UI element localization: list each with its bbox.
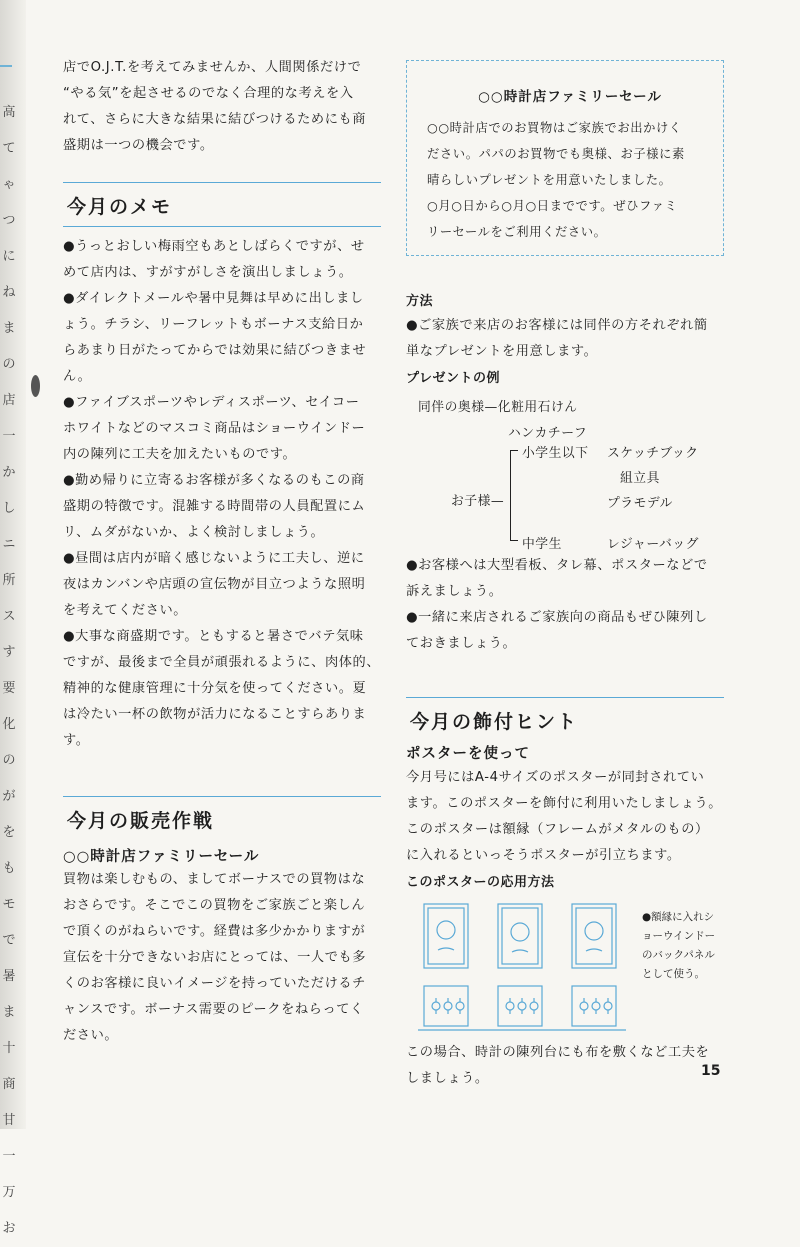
memo-section-header (63, 182, 381, 227)
usage-label: このポスターの応用方法 (406, 875, 555, 890)
text-line: を考えてください。 (63, 603, 188, 618)
text-line: ホワイトなどのマスコミ商品はショーウインドー (63, 421, 366, 436)
promo-box (406, 60, 724, 256)
text-line: ●大事な商盛期です。ともすると暑さでバテ気味 (63, 629, 364, 644)
gutter-char: を (2, 825, 16, 840)
gutter-char: ま (2, 1005, 16, 1020)
gift-tree (406, 392, 724, 552)
text-line: ●うっとおしい梅雨空もあとしばらくですが、せ (63, 239, 365, 254)
decor-paragraph (406, 765, 724, 869)
decor-section-header (406, 697, 724, 742)
poster-note-line: として使う。 (642, 968, 705, 980)
poster-illustration-row (406, 898, 724, 1036)
gift-elem-item: プラモデル (607, 496, 673, 511)
gift-middle-item: レジャーバッグ (607, 537, 699, 552)
intro-paragraph (63, 55, 381, 159)
text-line: リ、ムダがないか、よく検討しましょう。 (63, 525, 325, 540)
gutter-char: 所 (2, 573, 16, 588)
method-line: ●ご家族で来店のお客様には同伴の方それぞれ簡 (406, 318, 708, 333)
gutter-char: 店 (2, 393, 16, 408)
gutter-char: 暑 (2, 969, 16, 984)
gift-wife: 同伴の奥様—化粧用石けん (418, 400, 578, 415)
promo-text (427, 115, 713, 245)
gutter-char: も (2, 861, 16, 876)
text-line: ょう。チラシ、リーフレットもボーナス支給日か (63, 317, 364, 332)
text-line: ださい。パパのお買物でも奥様、お子様に素 (427, 147, 685, 161)
method-line: 単なプレゼントを用意します。 (406, 344, 598, 359)
gift-wife-2: ハンカチーフ (508, 426, 588, 441)
text-line: 内の陳列に工夫を加えたいものです。 (63, 447, 297, 462)
gift-middle: 中学生 (522, 537, 562, 552)
text-line: 今月号にはA-4サイズのポスターが同封されてい (406, 770, 705, 785)
text-line: めて店内は、すがすがしさを演出しましょう。 (63, 265, 353, 280)
poster-note-line: ョーウインドー (642, 930, 716, 942)
intro-line: 店でO.J.T.を考えてみませんか、人間関係だけで (63, 60, 362, 75)
tree-bracket-bottom (510, 540, 518, 541)
gutter-char: ス (2, 609, 16, 624)
gutter-char: 十 (2, 1041, 16, 1056)
after-gifts-bullet (406, 553, 724, 605)
text-line: ます。このポスターを飾付に利用いたしましょう。 (406, 796, 723, 811)
tree-bracket (510, 450, 511, 540)
text-line: このポスターは額縁（フレームがメタルのもの） (406, 822, 709, 837)
text-line: ●ダイレクトメールや暑中見舞は早めに出しまし (63, 291, 364, 306)
gutter-char: の (2, 357, 16, 372)
gutter-char: 甘 (2, 1113, 16, 1128)
text-line: ●お客様へは大型看板、タレ幕、ポスターなどで (406, 558, 708, 573)
text-line: は冷たい一杯の飲物が活力になることすらありま (63, 707, 367, 722)
poster-note-line: ●額縁に入れシ (642, 911, 715, 923)
text-line: ●昼間は店内が暗く感じないように工夫し、逆に (63, 551, 365, 566)
gutter-char: 万 (2, 1185, 16, 1200)
gutter-char: か (2, 465, 16, 480)
text-line: この場合、時計の陳列台にも布を敷くなど工夫を (406, 1045, 710, 1060)
text-line: 宣伝を十分できないお店にとっては、一人でも多 (63, 950, 367, 965)
intro-line: 盛期は一つの機会です。 (63, 138, 214, 153)
memo-list (63, 234, 381, 754)
after-gifts-list (406, 553, 724, 657)
memo-heading: 今月のメモ (67, 196, 173, 218)
gutter-char: 商 (2, 1077, 16, 1092)
gutter-char: に (2, 249, 16, 264)
method-label: 方法 (406, 294, 434, 309)
memo-bullet (63, 624, 381, 754)
text-line: おさらです。そこでこの買物をご家族ごと楽しん (63, 898, 366, 913)
page-number: 15 (701, 1063, 721, 1079)
right-column (406, 55, 724, 1092)
method-text (406, 313, 724, 365)
text-line: ておきましょう。 (406, 636, 517, 651)
text-line: に入れるといっそうポスターが引立ちます。 (406, 848, 681, 863)
text-line: ○月○日から○月○日までです。ぜひファミ (427, 199, 678, 213)
text-line: しましょう。 (406, 1071, 489, 1086)
facing-page-text (2, 95, 16, 1247)
text-line: 精神的な健康管理に十分気を使ってください。夏 (63, 681, 367, 696)
text-line: リーセールをご利用ください。 (427, 225, 607, 239)
gutter-char: し (2, 501, 16, 516)
decor-subheading: ポスターを使って (406, 746, 530, 762)
gutter-char: ゃ (2, 177, 16, 192)
strategy-section-header (63, 796, 381, 841)
text-line: ●一緒に来店されるご家族向の商品もぜひ陳列し (406, 610, 708, 625)
gutter-char: ね (2, 285, 16, 300)
gutter-char: 一 (2, 429, 16, 444)
gutter-char: 化 (2, 717, 16, 732)
strategy-paragraph (63, 867, 381, 1049)
gutter-char: お (2, 1221, 16, 1236)
tree-bracket-top (510, 450, 518, 451)
gutter-tick (0, 65, 12, 67)
gutter-char: の (2, 753, 16, 768)
text-line: 夜はカンバンや店頭の宣伝物が目立つような照明 (63, 577, 366, 592)
intro-line: れて、さらに大きな結果に結びつけるためにも商 (63, 112, 367, 127)
poster-note (642, 908, 722, 984)
text-line: ん。 (63, 369, 92, 384)
gutter-char: で (2, 933, 16, 948)
text-line: で頂くのがねらいです。経費は多少かかりますが (63, 924, 366, 939)
gutter-char: モ (2, 897, 16, 912)
gift-child: お子様— (451, 494, 505, 509)
memo-bullet (63, 234, 381, 286)
poster-note-line: のバックパネル (642, 949, 715, 961)
gutter-char: 高 (2, 105, 16, 120)
gutter-char: が (2, 789, 16, 804)
text-line: ○○時計店でのお買物はご家族でお出かけく (427, 121, 682, 135)
left-column (63, 55, 381, 1049)
gift-elem-item: 組立具 (620, 471, 660, 486)
memo-bullet (63, 390, 381, 468)
gutter-char: 一 (2, 1149, 16, 1164)
gifts-label: プレゼントの例 (406, 371, 500, 386)
gutter-char: ニ (2, 537, 16, 552)
poster-display-illustration (416, 898, 628, 1032)
gutter-char: ま (2, 321, 16, 336)
decor-heading: 今月の飾付ヒント (410, 711, 579, 733)
text-line: 晴らしいプレゼントを用意いたしました。 (427, 173, 672, 187)
gutter-char: 要 (2, 681, 16, 696)
gutter-char: す (2, 645, 16, 660)
memo-bullet (63, 468, 381, 546)
text-line: ●ファイブスポーツやレディスポーツ、セイコー (63, 395, 360, 410)
text-line: ャンスです。ボーナス需要のピークをねらってく (63, 1002, 364, 1017)
memo-bullet (63, 286, 381, 390)
strategy-heading: 今月の販売作戦 (67, 810, 215, 832)
gift-elem: 小学生以下 (522, 446, 589, 461)
text-line: ですが、最後まで全員が頑張れるように、肉体的、 (63, 655, 381, 670)
gift-elem-item: スケッチブック (607, 446, 699, 461)
intro-line: “やる気”を起させるのでなく合理的な考えを入 (63, 86, 354, 101)
binding-hole (31, 375, 40, 397)
text-line: ださい。 (63, 1028, 119, 1043)
text-line: くのお客様に良いイメージを持っていただけるチ (63, 976, 366, 991)
text-line: す。 (63, 733, 90, 748)
strategy-subheading: ○○時計店ファミリーセール (63, 849, 260, 865)
text-line: ●勤め帰りに立寄るお客様が多くなるのもこの商 (63, 473, 365, 488)
text-line: 買物は楽しむもの、ましてボーナスでの買物はな (63, 872, 366, 887)
after-gifts-bullet (406, 605, 724, 657)
promo-title: ○○時計店ファミリーセール (478, 89, 662, 105)
gutter-char: つ (2, 213, 16, 228)
closing-paragraph (406, 1040, 724, 1092)
memo-bullet (63, 546, 381, 624)
text-line: 訴えましょう。 (406, 584, 503, 599)
gutter-char: て (2, 141, 16, 156)
text-line: らあまり日がたってからでは効果に結びつきませ (63, 343, 367, 358)
text-line: 盛期の特徴です。混雑する時間帯の人員配置にム (63, 499, 366, 514)
